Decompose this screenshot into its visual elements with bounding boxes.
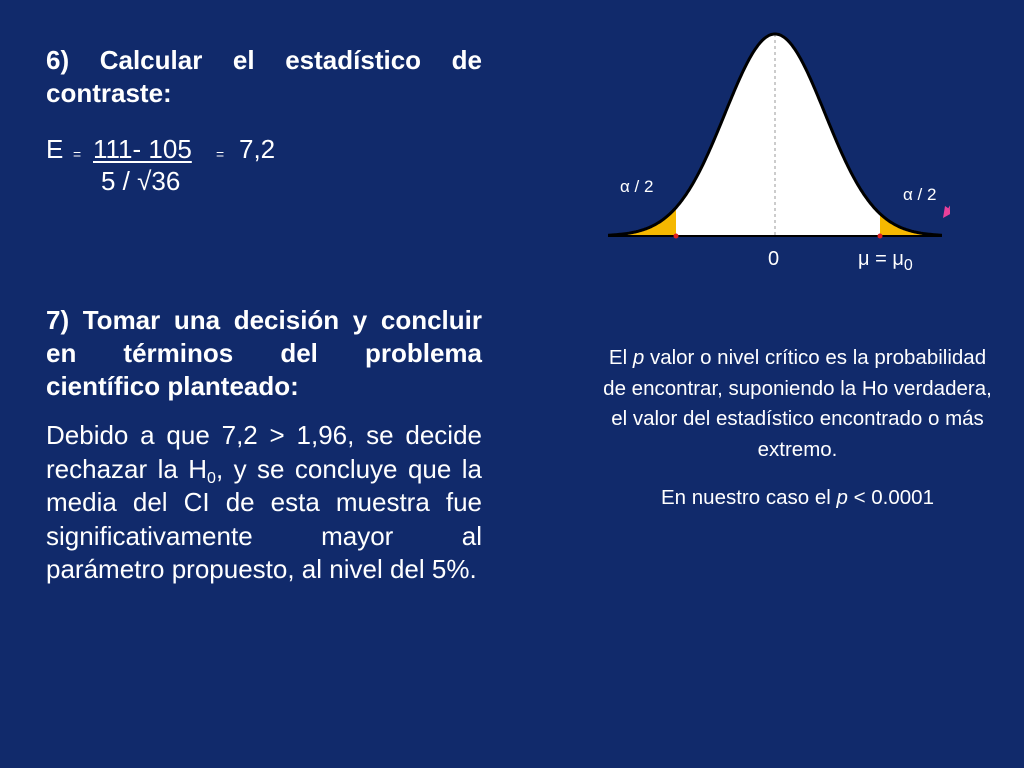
mu-label <box>858 248 913 274</box>
p-value-definition <box>595 343 1000 465</box>
mu-subscript: 0 <box>903 257 913 274</box>
step7-heading: 7) Tomar una decisión y concluir en términos del problema científico planteado: <box>46 305 482 401</box>
test-statistic-formula <box>46 134 482 198</box>
right-tail-region <box>880 214 942 236</box>
step6-heading: 6) Calcular el estadístico de contraste: <box>46 45 482 108</box>
p-italic-2: p <box>836 486 848 509</box>
result-pre: En nuestro caso el <box>661 486 837 509</box>
p-italic: p <box>632 346 645 369</box>
formula-equals-1: = <box>73 146 82 162</box>
formula-equals-2: = <box>216 146 225 162</box>
alpha-right-label: α / 2 <box>903 185 937 204</box>
conclusion-part-1: Debido a que 7,2 > 1,96, se decide rechazar la H <box>46 420 482 484</box>
formula-denominator: 5 / √36 <box>101 166 181 196</box>
left-tail-region <box>608 208 676 236</box>
arrow-shaft <box>948 148 950 210</box>
formula-result: 7,2 <box>239 134 276 164</box>
h0-subscript: 0 <box>207 469 216 487</box>
zero-label: 0 <box>768 248 780 270</box>
result-post: < 0.0001 <box>847 486 934 509</box>
mu-label-text: μ = μ <box>858 248 904 270</box>
alpha-left-label: α / 2 <box>620 177 654 196</box>
conclusion-text <box>46 419 482 587</box>
formula-numerator: 111- 105 <box>93 134 192 164</box>
p-value-result <box>595 483 1000 514</box>
definition-pre: El <box>608 346 633 369</box>
curve-body-region <box>676 34 880 236</box>
normal-distribution-figure <box>600 20 950 270</box>
right-critical-point <box>878 234 883 239</box>
left-critical-point <box>674 234 679 239</box>
p-value-explanation <box>595 343 1000 514</box>
formula-lhs: E <box>46 134 64 164</box>
conclusion-part-2: , y se concluye que la media del CI de esta muestra fue significativamente mayor al parámetro propuesto, al nivel del 5%. <box>46 453 482 584</box>
definition-text: valor o nivel crítico es la probabilidad de encontrar, suponiendo la Ho verdadera, el valor del estadístico encontrado o más extremo. <box>603 346 992 461</box>
left-column <box>46 44 482 587</box>
